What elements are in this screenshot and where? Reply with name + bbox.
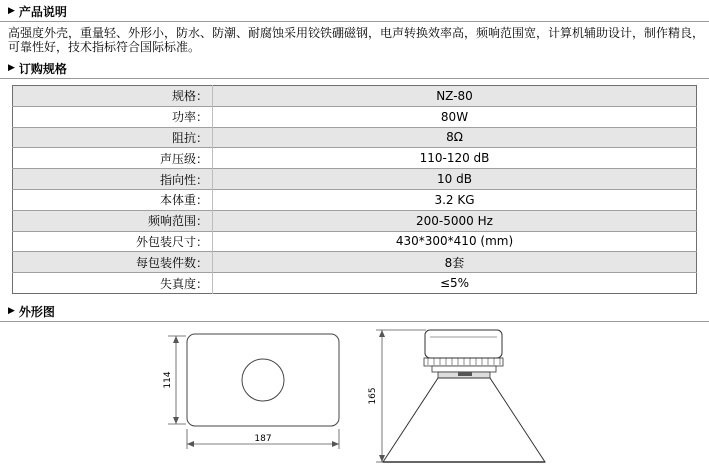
spec-value: NZ-80: [213, 86, 697, 107]
section-title: 外形图: [18, 304, 55, 319]
spec-row: [13, 106, 697, 127]
outline-drawing: [0, 321, 709, 471]
divider: [0, 21, 709, 22]
section-header-product-desc: [8, 3, 67, 19]
dim-height-front: 114: [163, 371, 173, 389]
dim-width-front: 187: [254, 434, 272, 444]
spec-value: 8Ω: [213, 127, 697, 148]
divider: [0, 78, 709, 79]
section-header-outline: [8, 303, 55, 319]
front-view: [163, 334, 339, 449]
section-header-order-spec: [8, 60, 67, 76]
section-title: 订购规格: [18, 61, 67, 76]
spec-label: 本体重：: [13, 189, 213, 210]
product-description-text: 高强度外壳，重量轻、外形小，防水、防潮、耐腐蚀采用铰铁硼磁钢，电声转换效率高，频响范围宽，计算机辅助设计，制作精良，可靠性好，技术指标符合国际标准。: [8, 26, 705, 54]
spec-label: 指向性：: [13, 169, 213, 190]
spec-row: [13, 189, 697, 210]
spec-label: 阻抗：: [13, 127, 213, 148]
spec-row: [13, 273, 697, 294]
arrow-bullet-icon: ▶: [8, 6, 15, 16]
side-view: [368, 330, 545, 462]
spec-value: ≤5%: [213, 273, 697, 294]
spec-row: [13, 169, 697, 190]
spec-value: 80W: [213, 106, 697, 127]
spec-row: [13, 252, 697, 273]
spec-label: 外包装尺寸：: [13, 231, 213, 252]
spec-label: 声压级：: [13, 148, 213, 169]
spec-value: 8套: [213, 252, 697, 273]
spec-row: [13, 148, 697, 169]
spec-value: 430*300*410 (mm): [213, 231, 697, 252]
spec-label: 规格：: [13, 86, 213, 107]
spec-label: 每包装件数：: [13, 252, 213, 273]
spec-label: 频响范围：: [13, 210, 213, 231]
spec-row: [13, 86, 697, 107]
spec-row: [13, 231, 697, 252]
section-title: 产品说明: [18, 4, 67, 19]
dim-height-side: 165: [368, 387, 378, 405]
spec-row: [13, 127, 697, 148]
speaker-opening: [242, 359, 284, 401]
spec-table: [12, 85, 697, 294]
spec-label: 功率：: [13, 106, 213, 127]
spec-label: 失真度：: [13, 273, 213, 294]
arrow-bullet-icon: ▶: [8, 63, 15, 73]
spec-value: 110-120 dB: [213, 148, 697, 169]
arrow-bullet-icon: ▶: [8, 306, 15, 316]
spec-value: 3.2 KG: [213, 189, 697, 210]
spec-value: 200-5000 Hz: [213, 210, 697, 231]
spec-value: 10 dB: [213, 169, 697, 190]
spec-row: [13, 210, 697, 231]
